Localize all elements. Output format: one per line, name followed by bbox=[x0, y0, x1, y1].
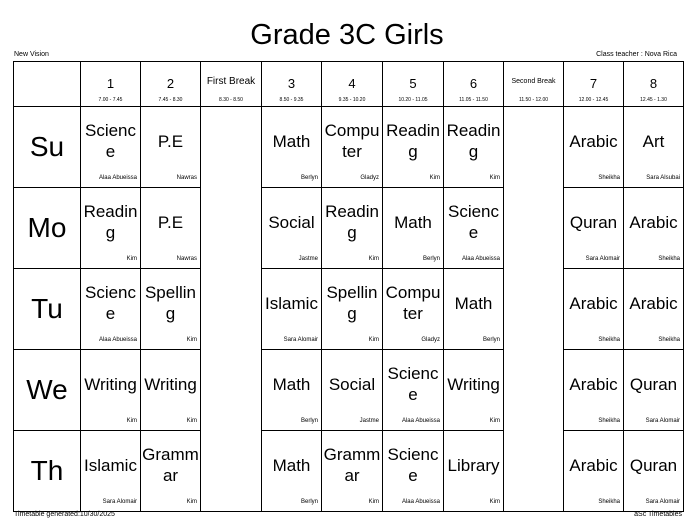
lesson-cell bbox=[262, 269, 322, 350]
period-header bbox=[564, 62, 624, 107]
subject-name: Quran bbox=[569, 212, 618, 232]
break-header bbox=[504, 62, 564, 107]
day-name: Tu bbox=[31, 293, 63, 324]
teacher-name: Kim bbox=[368, 337, 379, 343]
period-time: 7.00 - 7.45 bbox=[98, 97, 123, 103]
lesson-cell bbox=[81, 107, 141, 188]
lesson-cell bbox=[383, 350, 444, 431]
day-name: We bbox=[26, 374, 68, 405]
subject-name: P.E bbox=[157, 131, 184, 151]
school-name: New Vision bbox=[14, 51, 49, 58]
teacher-name: Sheikha bbox=[598, 418, 620, 424]
period-header bbox=[624, 62, 684, 107]
lesson-cell bbox=[141, 107, 201, 188]
teacher-name: Kim bbox=[368, 499, 379, 505]
day-cell bbox=[14, 431, 81, 512]
subject-name: Reading bbox=[325, 202, 379, 242]
teacher-name: Sheikha bbox=[658, 256, 680, 262]
teacher-name: Kim bbox=[489, 418, 500, 424]
subject-name: Social bbox=[328, 374, 376, 394]
lesson-cell bbox=[81, 350, 141, 431]
subject-name: Math bbox=[394, 212, 432, 232]
day-cell bbox=[14, 107, 81, 188]
teacher-name: Jastme bbox=[298, 256, 318, 262]
subject-name: Quran bbox=[629, 374, 678, 394]
day-row bbox=[14, 269, 684, 350]
subject-name: Arabic bbox=[569, 131, 618, 151]
break-time: 11.50 - 12.00 bbox=[518, 97, 549, 103]
teacher-name: Kim bbox=[186, 499, 197, 505]
lesson-cell bbox=[262, 431, 322, 512]
subject-name: Spelling bbox=[326, 283, 378, 323]
teacher-name: Berlyn bbox=[300, 418, 318, 424]
teacher-name: Alaa Abueissa bbox=[401, 499, 440, 505]
lesson-cell bbox=[322, 431, 383, 512]
teacher-name: Kim bbox=[489, 499, 500, 505]
teacher-name: Gladyz bbox=[421, 337, 440, 343]
teacher-name: Alaa Abueissa bbox=[98, 175, 137, 181]
day-cell bbox=[14, 188, 81, 269]
subject-name: Writing bbox=[144, 374, 197, 394]
break-cell bbox=[201, 431, 262, 512]
period-time: 8.50 - 9.35 bbox=[279, 97, 304, 103]
teacher-name: Kim bbox=[186, 418, 197, 424]
lesson-cell bbox=[141, 350, 201, 431]
break-cell bbox=[201, 107, 262, 188]
period-time: 12.00 - 12.45 bbox=[578, 97, 609, 103]
lesson-cell bbox=[262, 107, 322, 188]
subject-name: Science bbox=[447, 202, 500, 242]
subject-name: Science bbox=[84, 283, 137, 323]
break-cell bbox=[504, 269, 564, 350]
teacher-name: Kim bbox=[489, 175, 500, 181]
lesson-cell bbox=[564, 350, 624, 431]
subject-name: P.E bbox=[157, 212, 184, 232]
subject-name: Science bbox=[387, 445, 439, 485]
lesson-cell bbox=[322, 107, 383, 188]
corner-cell bbox=[14, 62, 81, 107]
teacher-name: Sara Alsubai bbox=[646, 175, 680, 181]
subject-name: Grammar bbox=[323, 445, 381, 485]
teacher-name: Kim bbox=[368, 256, 379, 262]
subject-name: Reading bbox=[386, 121, 440, 161]
lesson-cell bbox=[383, 188, 444, 269]
subject-name: Social bbox=[268, 212, 315, 232]
break-cell bbox=[201, 269, 262, 350]
period-number: 8 bbox=[649, 76, 658, 91]
lesson-cell bbox=[322, 269, 383, 350]
period-time: 10.20 - 11.05 bbox=[398, 97, 428, 103]
period-number: 4 bbox=[348, 76, 356, 91]
subject-name: Arabic bbox=[629, 212, 678, 232]
break-time: 8.30 - 8.50 bbox=[219, 97, 243, 103]
break-name: First Break bbox=[206, 76, 256, 87]
lesson-cell bbox=[564, 107, 624, 188]
teacher-name: Alaa Abueissa bbox=[401, 418, 440, 424]
lesson-cell bbox=[262, 188, 322, 269]
teacher-name: Kim bbox=[186, 337, 197, 343]
subject-name: Writing bbox=[447, 374, 500, 394]
day-row bbox=[14, 188, 684, 269]
lesson-cell bbox=[444, 188, 504, 269]
break-cell bbox=[201, 350, 262, 431]
subject-name: Library bbox=[447, 455, 500, 475]
teacher-name: Jastme bbox=[359, 418, 379, 424]
subject-name: Art bbox=[642, 131, 665, 151]
teacher-name: Sara Alomair bbox=[102, 499, 137, 505]
lesson-cell bbox=[624, 431, 684, 512]
break-header bbox=[201, 62, 262, 107]
break-cell bbox=[504, 431, 564, 512]
teacher-name: Alaa Abueissa bbox=[98, 337, 137, 343]
teacher-name: Berlyn bbox=[422, 256, 440, 262]
day-name: Mo bbox=[27, 212, 67, 243]
teacher-name: Berlyn bbox=[300, 175, 318, 181]
teacher-name: Nawras bbox=[176, 175, 197, 181]
lesson-cell bbox=[81, 431, 141, 512]
period-number: 3 bbox=[287, 76, 296, 91]
period-header bbox=[322, 62, 383, 107]
lesson-cell bbox=[141, 269, 201, 350]
lesson-cell bbox=[444, 350, 504, 431]
subject-name: Arabic bbox=[569, 374, 618, 394]
subject-name: Reading bbox=[446, 121, 501, 161]
subject-name: Math bbox=[454, 293, 493, 313]
period-header bbox=[81, 62, 141, 107]
generated-date: Timetable generated:10/30/2025 bbox=[14, 511, 115, 518]
period-number: 6 bbox=[469, 76, 478, 91]
period-header bbox=[141, 62, 201, 107]
lesson-cell bbox=[322, 350, 383, 431]
lesson-cell bbox=[564, 188, 624, 269]
subject-name: Arabic bbox=[629, 293, 678, 313]
teacher-name: Nawras bbox=[176, 256, 197, 262]
teacher-name: Sara Alomair bbox=[585, 256, 620, 262]
subject-name: Arabic bbox=[569, 293, 618, 313]
day-row bbox=[14, 350, 684, 431]
day-name: Su bbox=[29, 131, 65, 162]
subject-name: Writing bbox=[84, 374, 137, 394]
teacher-name: Kim bbox=[126, 418, 137, 424]
teacher-name: Sheikha bbox=[598, 499, 620, 505]
day-cell bbox=[14, 269, 81, 350]
subject-name: Math bbox=[272, 374, 311, 394]
subject-name: Math bbox=[272, 455, 311, 475]
lesson-cell bbox=[322, 188, 383, 269]
teacher-name: Sheikha bbox=[598, 337, 620, 343]
teacher-name: Sheikha bbox=[658, 337, 680, 343]
period-time: 9.35 - 10.20 bbox=[338, 97, 366, 103]
generator-credit: aSc Timetables bbox=[634, 511, 682, 518]
subject-name: Grammar bbox=[142, 445, 199, 485]
subject-name: Reading bbox=[83, 202, 138, 242]
break-cell bbox=[504, 107, 564, 188]
teacher-name: Berlyn bbox=[300, 499, 318, 505]
lesson-cell bbox=[383, 107, 444, 188]
teacher-name: Sara Alomair bbox=[283, 337, 318, 343]
header-row bbox=[14, 62, 684, 107]
timetable-grid bbox=[13, 61, 684, 512]
teacher-name: Sara Alomair bbox=[645, 499, 680, 505]
lesson-cell bbox=[444, 269, 504, 350]
lesson-cell bbox=[383, 431, 444, 512]
break-cell bbox=[504, 188, 564, 269]
period-number: 1 bbox=[106, 76, 115, 91]
lesson-cell bbox=[141, 188, 201, 269]
period-header bbox=[383, 62, 444, 107]
period-time: 11.05 - 11.50 bbox=[459, 97, 488, 103]
teacher-name: Kim bbox=[126, 256, 137, 262]
subject-name: Science bbox=[387, 364, 439, 404]
period-number: 2 bbox=[166, 76, 175, 91]
lesson-cell bbox=[444, 431, 504, 512]
lesson-cell bbox=[564, 269, 624, 350]
lesson-cell bbox=[383, 269, 444, 350]
break-cell bbox=[504, 350, 564, 431]
teacher-name: Kim bbox=[429, 175, 440, 181]
teacher-name: Sara Alomair bbox=[645, 418, 680, 424]
period-number: 7 bbox=[589, 76, 598, 91]
lesson-cell bbox=[444, 107, 504, 188]
subject-name: Quran bbox=[629, 455, 678, 475]
subject-name: Islamic bbox=[265, 293, 318, 313]
lesson-cell bbox=[81, 188, 141, 269]
lesson-cell bbox=[141, 431, 201, 512]
day-name: Th bbox=[30, 455, 64, 486]
subject-name: Islamic bbox=[84, 455, 137, 475]
period-number: 5 bbox=[409, 76, 417, 91]
break-cell bbox=[201, 188, 262, 269]
lesson-cell bbox=[564, 431, 624, 512]
teacher-name: Sheikha bbox=[598, 175, 620, 181]
period-time: 7.45 - 8.30 bbox=[158, 97, 183, 103]
teacher-name: Gladyz bbox=[360, 175, 379, 181]
period-time: 12.45 - 1.30 bbox=[640, 97, 667, 103]
period-header bbox=[262, 62, 322, 107]
subject-name: Computer bbox=[385, 283, 441, 323]
lesson-cell bbox=[624, 269, 684, 350]
break-name: Second Break bbox=[511, 78, 556, 85]
period-header bbox=[444, 62, 504, 107]
lesson-cell bbox=[624, 350, 684, 431]
lesson-cell bbox=[624, 188, 684, 269]
lesson-cell bbox=[624, 107, 684, 188]
subject-name: Math bbox=[272, 131, 311, 151]
class-teacher: Class teacher : Nova Rica bbox=[596, 51, 677, 58]
lesson-cell bbox=[262, 350, 322, 431]
lesson-cell bbox=[81, 269, 141, 350]
day-row bbox=[14, 107, 684, 188]
day-row bbox=[14, 431, 684, 512]
subject-name: Spelling bbox=[144, 283, 197, 323]
subject-name: Science bbox=[84, 121, 137, 161]
teacher-name: Berlyn bbox=[482, 337, 500, 343]
teacher-name: Alaa Abueissa bbox=[461, 256, 500, 262]
subject-name: Computer bbox=[324, 121, 380, 161]
day-cell bbox=[14, 350, 81, 431]
timetable-title: Grade 3C Girls bbox=[250, 19, 444, 51]
subject-name: Arabic bbox=[569, 455, 618, 475]
